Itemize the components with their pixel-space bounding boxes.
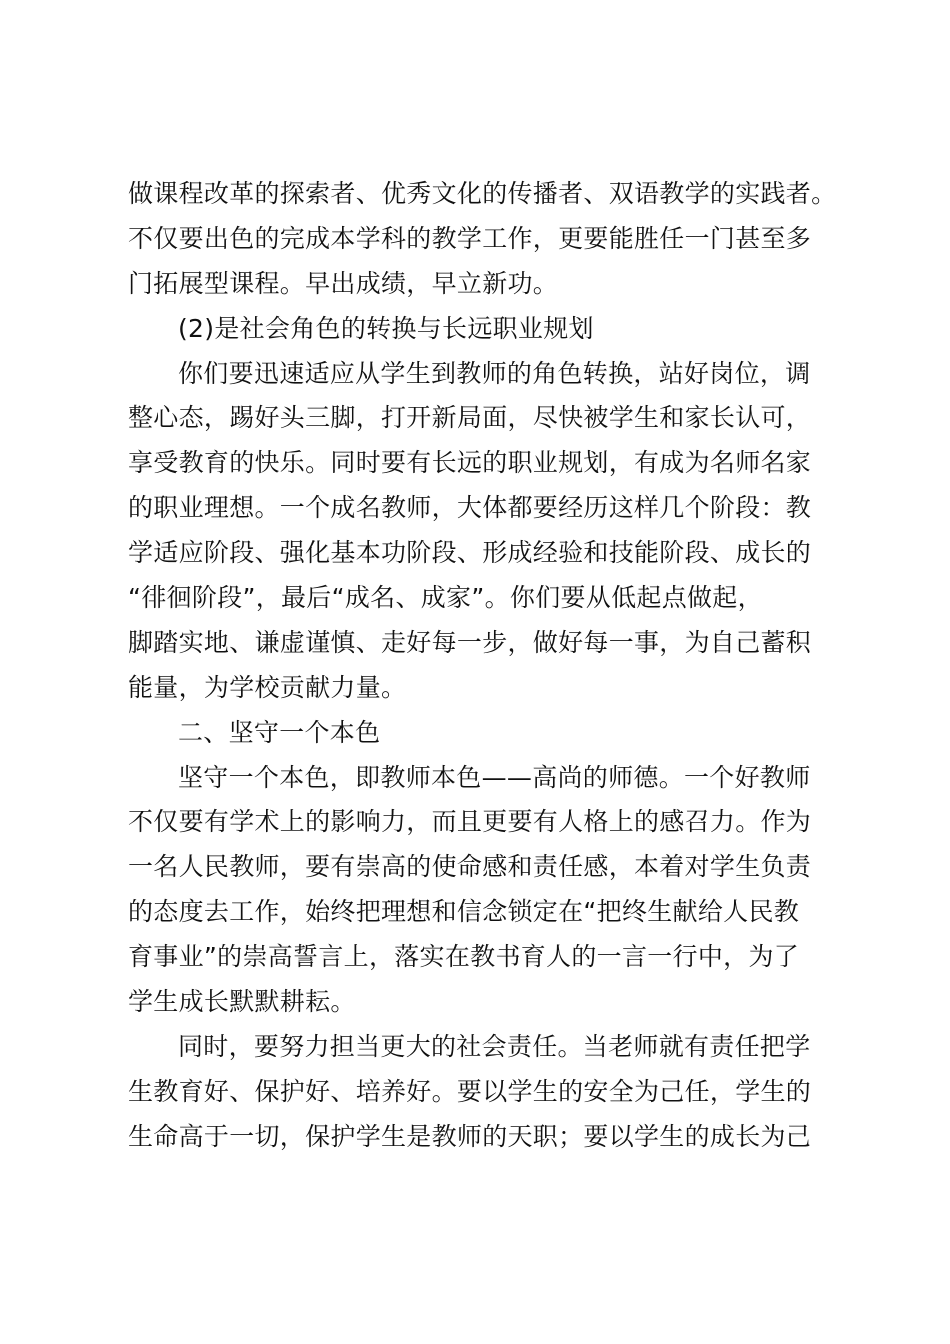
text-line-21: 生教育好、保护好、培养好。要以学生的安全为己任，学生的 <box>128 1076 812 1106</box>
text-line-3: 门拓展型课程。早出成绩，早立新功。 <box>128 268 559 298</box>
text-line-7: 享受教育的快乐。同时要有长远的职业规划，有成为名师名家 <box>128 448 812 478</box>
text-line-9: 学适应阶段、强化基本功阶段、形成经验和技能阶段、成长的 <box>128 538 812 568</box>
text-line-17: 的态度去工作，始终把理想和信念锁定在“把终生献给人民教 <box>128 897 800 927</box>
text-line-20: 同时，要努力担当更大的社会责任。当老师就有责任把学 <box>178 1031 811 1061</box>
section-subheading: (2)是社会角色的转换与长远职业规划 <box>178 313 594 343</box>
text-line-16: 一名人民教师，要有崇高的使命感和责任感，本着对学生负责 <box>128 852 812 882</box>
text-line-6: 整心态，踢好头三脚，打开新局面，尽快被学生和家长认可， <box>128 403 812 433</box>
text-line-18: 育事业”的崇高誓言上，落实在教书育人的一言一行中，为了 <box>128 942 800 972</box>
text-line-11: 脚踏实地、谦虚谨慎、走好每一步，做好每一事，为自己蓄积 <box>128 627 812 657</box>
text-line-10: “徘徊阶段”，最后“成名、成家”。你们要从低起点做起， <box>128 583 763 613</box>
text-line-22: 生命高于一切，保护学生是教师的天职；要以学生的成长为己 <box>128 1121 812 1151</box>
text-line-12: 能量，为学校贡献力量。 <box>128 672 407 702</box>
text-line-8: 的职业理想。一个成名教师，大体都要经历这样几个阶段：教 <box>128 493 812 523</box>
text-line-19: 学生成长默默耕耘。 <box>128 987 356 1017</box>
text-line-5: 你们要迅速适应从学生到教师的角色转换，站好岗位，调 <box>178 358 811 388</box>
text-line-2: 不仅要出色的完成本学科的教学工作，更要能胜任一门甚至多 <box>128 223 812 253</box>
text-line-15: 不仅要有学术上的影响力，而且更要有人格上的感召力。作为 <box>128 807 812 837</box>
section-heading: 二、坚守一个本色 <box>178 717 381 747</box>
body-text <box>128 172 848 1160</box>
text-line-1: 做课程改革的探索者、优秀文化的传播者、双语教学的实践者。 <box>128 179 837 208</box>
text-line-14: 坚守一个本色，即教师本色——高尚的师德。一个好教师 <box>178 762 811 792</box>
